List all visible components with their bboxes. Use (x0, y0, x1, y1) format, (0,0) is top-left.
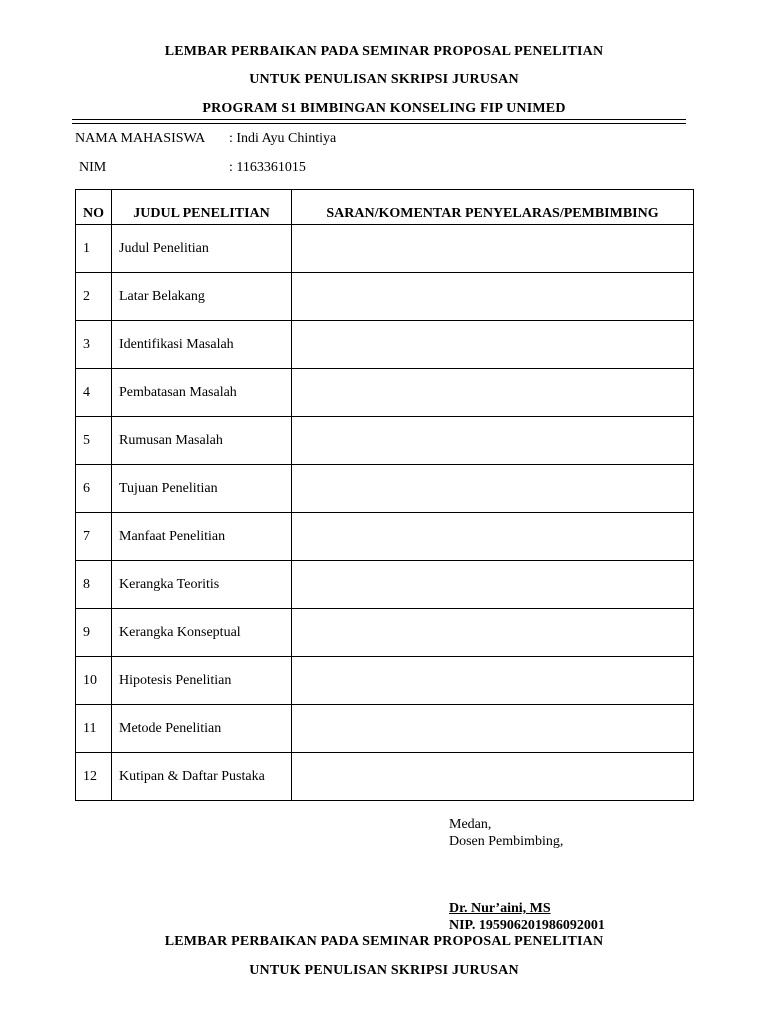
table-row (76, 321, 694, 369)
header-rule-bottom (72, 123, 686, 124)
signature-role: Dosen Pembimbing, (449, 834, 564, 849)
table-row (76, 273, 694, 321)
column-header-saran: SARAN/KOMENTAR PENYELARAS/PEMBIMBING (292, 190, 694, 225)
row-item: Metode Penelitian (112, 705, 292, 753)
header-rule-top (72, 119, 686, 120)
header-title-line3: PROGRAM S1 BIMBINGAN KONSELING FIP UNIMED (202, 101, 566, 116)
revision-table (75, 189, 694, 801)
table-row (76, 225, 694, 273)
row-number: 4 (76, 369, 112, 417)
row-item: Rumusan Masalah (112, 417, 292, 465)
table-row (76, 657, 694, 705)
row-number: 3 (76, 321, 112, 369)
header-title-line1: LEMBAR PERBAIKAN PADA SEMINAR PROPOSAL PENELITIAN (164, 44, 604, 59)
row-item: Tujuan Penelitian (112, 465, 292, 513)
student-name-value: : Indi Ayu Chintiya (229, 131, 337, 146)
row-number: 12 (76, 753, 112, 801)
row-item: Manfaat Penelitian (112, 513, 292, 561)
row-comment (292, 225, 694, 273)
row-number: 7 (76, 513, 112, 561)
table-row (76, 609, 694, 657)
row-comment (292, 513, 694, 561)
column-header-judul: JUDUL PENELITIAN (112, 190, 292, 225)
student-nim-value: : 1163361015 (229, 160, 306, 175)
table-header-row (76, 190, 694, 225)
row-number: 2 (76, 273, 112, 321)
row-item: Judul Penelitian (112, 225, 292, 273)
row-number: 9 (76, 609, 112, 657)
table-row (76, 417, 694, 465)
row-item: Latar Belakang (112, 273, 292, 321)
row-comment (292, 321, 694, 369)
table-row (76, 561, 694, 609)
row-number: 10 (76, 657, 112, 705)
row-item: Kerangka Konseptual (112, 609, 292, 657)
table-row (76, 705, 694, 753)
header-title-line2: UNTUK PENULISAN SKRIPSI JURUSAN (249, 72, 519, 87)
student-name-label: NAMA MAHASISWA (75, 131, 206, 146)
row-number: 6 (76, 465, 112, 513)
row-comment (292, 657, 694, 705)
table-row (76, 369, 694, 417)
row-number: 5 (76, 417, 112, 465)
footer-title-line2: UNTUK PENULISAN SKRIPSI JURUSAN (249, 963, 519, 978)
row-comment (292, 753, 694, 801)
table-row (76, 753, 694, 801)
row-item: Kerangka Teoritis (112, 561, 292, 609)
row-item: Identifikasi Masalah (112, 321, 292, 369)
column-header-no: NO (76, 190, 112, 225)
row-number: 1 (76, 225, 112, 273)
row-number: 11 (76, 705, 112, 753)
signature-name: Dr. Nur’aini, MS (449, 901, 551, 916)
row-number: 8 (76, 561, 112, 609)
row-comment (292, 417, 694, 465)
footer-title-line1: LEMBAR PERBAIKAN PADA SEMINAR PROPOSAL PENELITIAN (164, 934, 604, 949)
table-row (76, 465, 694, 513)
row-comment (292, 465, 694, 513)
row-item: Hipotesis Penelitian (112, 657, 292, 705)
row-comment (292, 369, 694, 417)
table-row (76, 513, 694, 561)
row-item: Pembatasan Masalah (112, 369, 292, 417)
student-nim-label: NIM (79, 160, 107, 175)
row-comment (292, 609, 694, 657)
signature-place: Medan, (449, 817, 492, 832)
row-comment (292, 561, 694, 609)
row-item: Kutipan & Daftar Pustaka (112, 753, 292, 801)
signature-nip: NIP. 195906201986092001 (449, 918, 605, 933)
row-comment (292, 705, 694, 753)
row-comment (292, 273, 694, 321)
